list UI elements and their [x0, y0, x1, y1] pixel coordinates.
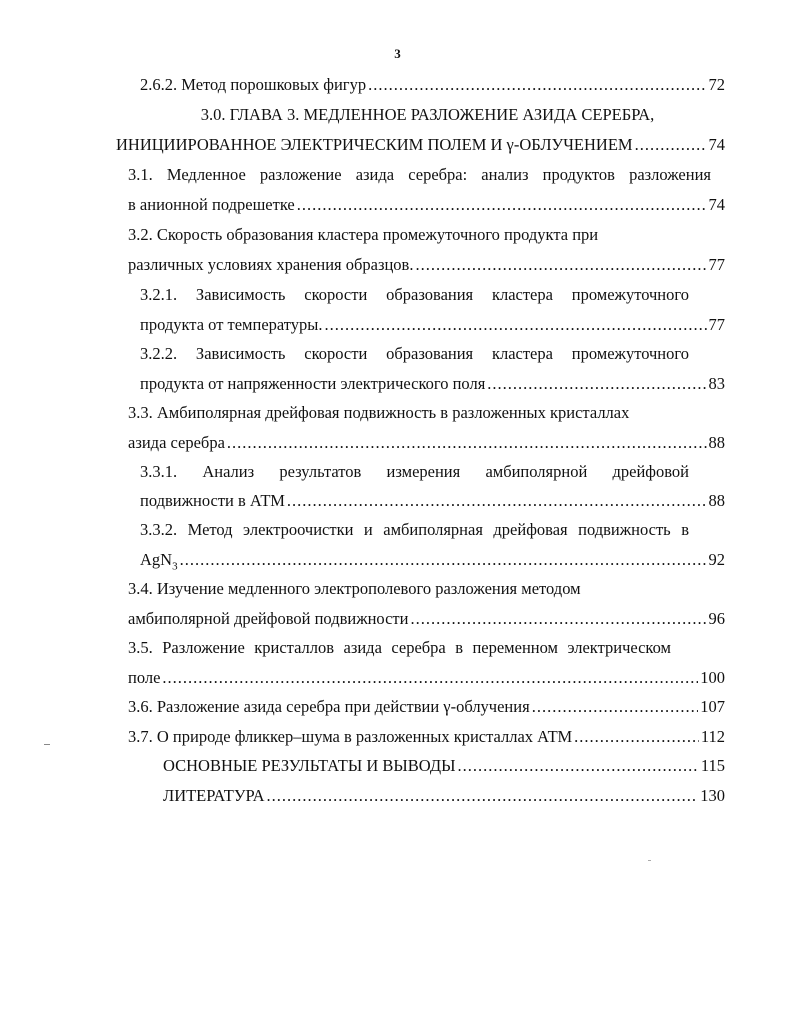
toc-entry-title: различных условиях хранения образцов. — [128, 255, 414, 274]
toc-entry-3-2 — [128, 250, 725, 280]
toc-entry-title: подвижности в АТМ — [140, 491, 285, 510]
toc-leader-dots — [458, 751, 699, 781]
toc-leader-dots — [368, 70, 706, 100]
toc-entry-page: 83 — [708, 374, 725, 393]
toc-leader-dots — [415, 250, 706, 280]
toc-entry-3-1 — [128, 190, 725, 220]
toc-entry-title: ИНИЦИИРОВАННОЕ ЭЛЕКТРИЧЕСКИМ ПОЛЕМ И γ-ОБЛУЧЕНИЕМ — [116, 135, 633, 154]
toc-entry-title: продукта от напряженности электрического поля — [140, 374, 486, 393]
toc-leader-dots — [297, 190, 707, 220]
toc-entry-3-3-2 — [140, 545, 725, 575]
scan-artifact — [44, 744, 50, 745]
toc-entry-page: 112 — [700, 727, 725, 746]
toc-entry-page: 88 — [708, 491, 725, 510]
toc-entry-3-2-2 — [140, 369, 725, 399]
toc-entry-page: 115 — [700, 756, 725, 775]
toc-leader-dots — [287, 486, 707, 516]
toc-entry-page: 92 — [708, 550, 725, 569]
toc-entry-3-4 — [128, 604, 725, 634]
toc-entry-title: ОСНОВНЫЕ РЕЗУЛЬТАТЫ И ВЫВОДЫ — [163, 756, 456, 775]
toc-entry-title: азида серебра — [128, 433, 225, 452]
toc-entry-3-2-line1: 3.2. Скорость образования кластера промежуточного продукта при — [128, 225, 599, 244]
toc-entry-title: 2.6.2. Метод порошковых фигур — [140, 75, 367, 94]
toc-entry-page: 77 — [708, 255, 725, 274]
toc-entry-chapter-3 — [116, 130, 725, 160]
scan-artifact — [648, 860, 651, 861]
toc-leader-dots — [325, 310, 707, 340]
toc-leader-dots — [487, 369, 706, 399]
toc-entry-title: в анионной подрешетке — [128, 195, 295, 214]
toc-entry-3-2-2-line1: 3.2.2. Зависимость скорости образования кластера промежуточного — [140, 344, 689, 363]
toc-entry-title: продукта от температуры. — [140, 315, 323, 334]
toc-entry-page: 130 — [700, 786, 725, 805]
toc-entry-page: 100 — [700, 668, 725, 687]
toc-entry-title: 3.6. Разложение азида серебра при действии γ-облучения — [128, 697, 530, 716]
toc-leader-dots — [180, 545, 707, 575]
page-number: 3 — [394, 46, 401, 61]
toc-entry-page: 107 — [700, 697, 725, 716]
toc-entry-title: 3.7. О природе фликкер–шума в разложенных кристаллах АТМ — [128, 727, 573, 746]
toc-entry-3-3 — [128, 428, 725, 458]
toc-leader-dots — [574, 722, 699, 752]
toc-entry-3-2-1 — [140, 310, 725, 340]
toc-entry-title: амбиполярной дрейфовой подвижности — [128, 609, 409, 628]
toc-entry-3-1-line1: 3.1. Медленное разложение азида серебра: анализ продуктов разложения — [128, 165, 711, 184]
toc-leader-dots — [532, 692, 699, 722]
toc-entry-page: 72 — [708, 75, 725, 94]
toc-leader-dots — [162, 663, 698, 693]
toc-entry-3-3-1 — [140, 486, 725, 516]
toc-entry-title: ЛИТЕРАТУРА — [163, 786, 265, 805]
toc-entry-page: 77 — [708, 315, 725, 334]
toc-entry-3-3-1-line1: 3.3.1. Анализ результатов измерения амбиполярной дрейфовой — [140, 462, 689, 481]
toc-leader-dots — [410, 604, 706, 634]
formula-agn3-subscript: 3 — [172, 560, 178, 573]
toc-entry-3-2-1-line1: 3.2.1. Зависимость скорости образования кластера промежуточного — [140, 285, 689, 304]
toc-leader-dots — [267, 781, 699, 811]
toc-entry-page: 74 — [708, 135, 725, 154]
toc-entry-literature — [163, 781, 725, 811]
toc-leader-dots — [227, 428, 707, 458]
toc-entry-results — [163, 751, 725, 781]
toc-entry-3-3-2-line1: 3.3.2. Метод электроочистки и амбиполярная дрейфовая подвижность в — [140, 520, 689, 539]
toc-entry-page: 96 — [708, 609, 725, 628]
toc-entry-3-7 — [128, 722, 725, 752]
toc-entry-3-6 — [128, 692, 725, 722]
formula-agn3-base: AgN — [140, 550, 173, 569]
toc-chapter-3-title-line1: 3.0. ГЛАВА 3. МЕДЛЕННОЕ РАЗЛОЖЕНИЕ АЗИДА СЕРЕБРА, — [200, 105, 655, 124]
toc-leader-dots — [635, 130, 707, 160]
toc-entry-3-3-line1: 3.3. Амбиполярная дрейфовая подвижность в разложенных кристаллах — [128, 403, 630, 422]
toc-entry-3-5-line1: 3.5. Разложение кристаллов азида серебра в переменном электрическом — [128, 638, 671, 657]
toc-entry-title: поле — [128, 668, 161, 687]
toc-entry-page: 74 — [708, 195, 725, 214]
toc-entry-page: 88 — [708, 433, 725, 452]
toc-entry-3-4-line1: 3.4. Изучение медленного электрополевого разложения методом — [128, 579, 581, 598]
toc-entry-2-6-2 — [140, 70, 725, 100]
toc-entry-3-5 — [128, 663, 725, 693]
